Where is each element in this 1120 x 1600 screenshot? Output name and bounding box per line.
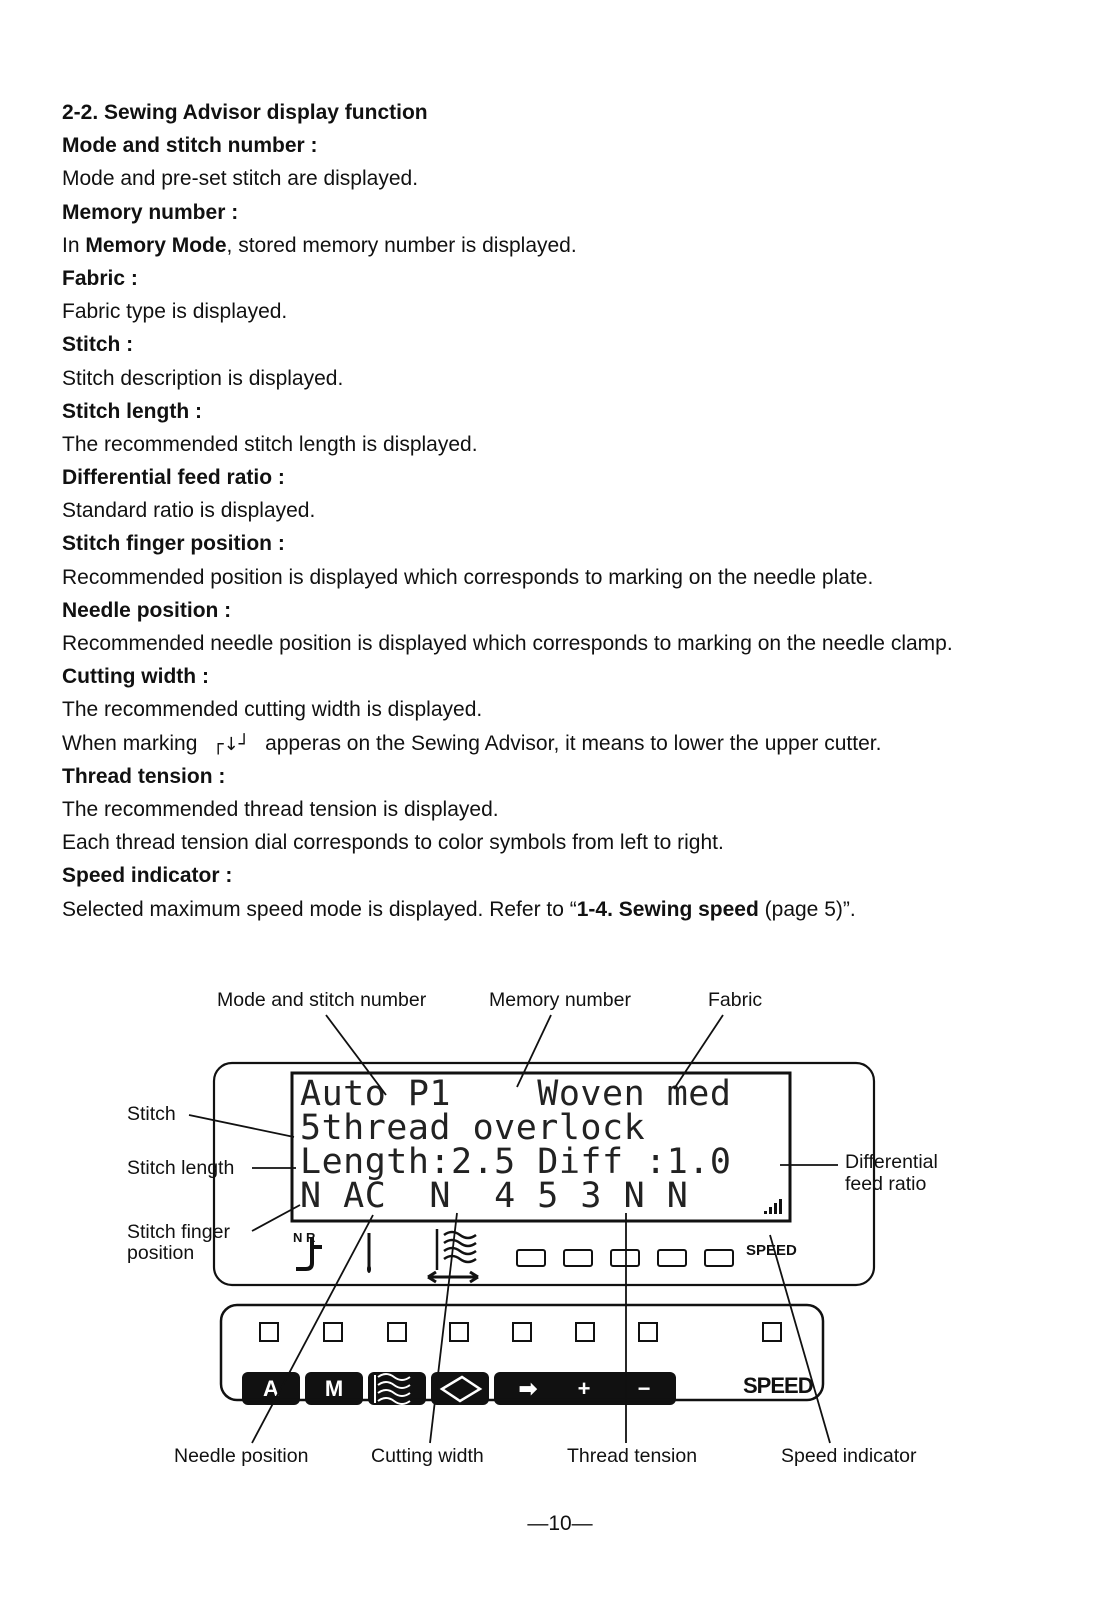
arrow-right-icon: ➡ [518, 1376, 538, 1401]
instruction-text [62, 96, 1062, 926]
label-stitch-finger-2: position [127, 1242, 195, 1264]
desc-speed-indicator: Selected maximum speed mode is displayed. Refer to “1-4. Sewing speed (page 5)”. [62, 897, 856, 921]
label-feed-ratio: feed ratio [845, 1173, 927, 1195]
label-fabric: Fabric [708, 989, 763, 1011]
label-memory-number: Memory number [489, 989, 631, 1011]
section-title: 2-2. Sewing Advisor display function [62, 101, 428, 124]
minus-icon: − [637, 1376, 651, 1401]
lcd-line-1: Auto P1 Woven med [300, 1074, 732, 1114]
lcd-line-3: Length:2.5 Diff :1.0 [300, 1142, 732, 1182]
speed-bars-icon [764, 1199, 782, 1214]
auto-mode-button[interactable]: A [242, 1372, 300, 1405]
sewing-advisor-diagram [0, 985, 1120, 1505]
desc-mode: Mode and pre-set stitch are displayed. [62, 167, 419, 191]
desc-needle-position: Recommended needle position is displayed which corresponds to marking on the needle clamp. [62, 632, 953, 655]
stitch-finger-icon [296, 1237, 322, 1269]
diagram-lines [0, 985, 1120, 1505]
label-cutting-width: Cutting width [371, 1445, 484, 1467]
fabric-button-icon [442, 1377, 480, 1401]
callout-lines [189, 1015, 838, 1443]
desc-fabric: Fabric type is displayed. [62, 300, 288, 324]
heading-cutting-width: Cutting width : [62, 665, 209, 689]
lcd-frame [292, 1073, 790, 1221]
plus-icon: + [577, 1376, 591, 1401]
heading-fabric: Fabric : [62, 266, 138, 290]
heading-thread-tension: Thread tension : [62, 764, 226, 788]
desc-thread-tension-2: Each thread tension dial corresponds to color symbols from left to right. [62, 831, 724, 855]
heading-stitch: Stitch : [62, 333, 134, 357]
label-thread-tension: Thread tension [567, 1445, 698, 1467]
label-stitch-finger: Stitch finger [127, 1221, 230, 1243]
heading-speed-indicator: Speed indicator : [62, 864, 233, 888]
lower-cutter-icon: ┌↓┘ [212, 733, 250, 755]
heading-stitch-finger: Stitch finger position : [62, 532, 285, 556]
desc-cutting-width: The recommended cutting width is displayed. [62, 698, 483, 722]
label-needle-position: Needle position [174, 1445, 309, 1467]
label-stitch: Stitch [127, 1103, 176, 1125]
desc-cutting-width-marking: When marking ┌↓┘ apperas on the Sewing Advisor, it means to lower the upper cutter. [62, 727, 1062, 760]
speed-label: SPEED [746, 1242, 797, 1259]
label-differential: Differential [845, 1151, 938, 1173]
page-number: —10— [527, 1512, 593, 1535]
lcd-line-2: 5thread overlock [300, 1108, 646, 1148]
heading-diff-feed: Differential feed ratio : [62, 466, 285, 490]
lcd-line-4: N AC N 4 5 3 N N [300, 1176, 689, 1216]
label-mode-stitch-number: Mode and stitch number [217, 989, 427, 1011]
desc-thread-tension: The recommended thread tension is displayed. [62, 797, 499, 821]
desc-stitch-finger: Recommended position is displayed which corresponds to marking on the needle plate. [62, 565, 874, 589]
memory-mode-button[interactable]: M [305, 1372, 363, 1405]
desc-stitch: Stitch description is displayed. [62, 366, 344, 390]
desc-stitch-length: The recommended stitch length is displayed. [62, 432, 478, 456]
label-speed-indicator: Speed indicator [781, 1445, 917, 1467]
desc-memory: In Memory Mode, stored memory number is displayed. [62, 233, 577, 257]
speed-button[interactable]: SPEED [743, 1373, 813, 1398]
heading-memory: Memory number : [62, 200, 239, 224]
nr-icon: N R [293, 1230, 316, 1245]
needle-icon [367, 1233, 371, 1273]
cutting-width-icon [428, 1229, 478, 1282]
button-panel [221, 1305, 823, 1400]
heading-stitch-length: Stitch length : [62, 399, 202, 423]
label-stitch-length: Stitch length [127, 1157, 235, 1179]
heading-needle-position: Needle position : [62, 598, 232, 622]
desc-diff-feed: Standard ratio is displayed. [62, 499, 316, 523]
heading-mode: Mode and stitch number : [62, 134, 318, 158]
